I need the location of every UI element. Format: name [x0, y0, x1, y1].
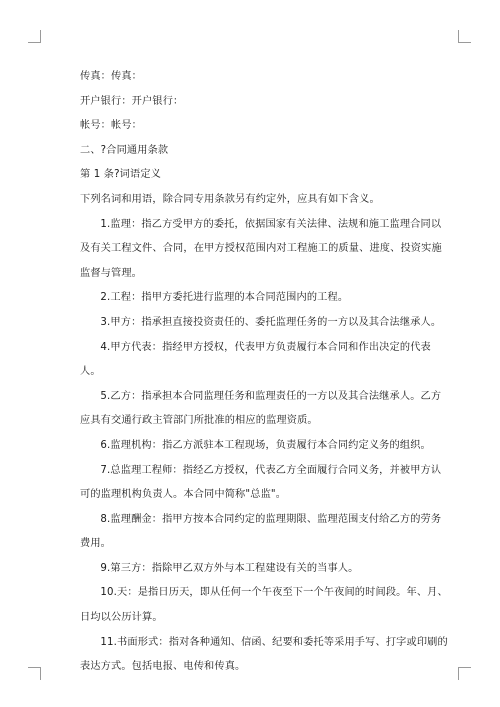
crop-mark-top-right [458, 30, 471, 43]
definition-paragraph: 7.总监理工程师：指经乙方授权，代表乙方全面履行合同义务，并被甲方认可的监理机构负责人。本合同中简称"总监"。 [80, 464, 442, 501]
crop-mark-top-left [28, 30, 41, 43]
definition-paragraph: 10.天：是指日历天，即从任何一个午夜至下一个午夜间的时间段。年、月、日均以公历计算。 [80, 587, 448, 624]
bank-field: 开户银行：开户银行： [80, 95, 184, 107]
section-title: 二、?合同通用条款 [80, 144, 169, 156]
account-field: 帐号：帐号： [80, 120, 143, 132]
document-body [80, 65, 448, 680]
definition-paragraph: 5.乙方：指承担本合同监理任务和监理责任的一方以及其合法继承人。乙方应具有交通行政主管部门所批准的相应的监理资质。 [80, 390, 442, 427]
definition-paragraph: 1.监理：指乙方受甲方的委托，依据国家有关法律、法规和施工监理合同以及有关工程文件、合同，在甲方授权范围内对工程施工的质量、进度、投资实施监督与管理。 [80, 218, 442, 279]
definition-paragraph: 11.书面形式：指对各种通知、信函、纪要和委托等采用手写、打字或印刷的表达方式。包括电报、电传和传真。 [80, 636, 448, 673]
fax-field: 传真：传真： [80, 71, 143, 82]
definition-paragraph: 3.甲方：指承担直接投资责任的、委托监理任务的一方以及其合法继承人。 [100, 316, 442, 328]
intro-paragraph: 下列名词和用语，除合同专用条款另有约定外，应具有如下含义。 [80, 193, 380, 205]
definition-paragraph: 9.第三方：指除甲乙双方外与本工程建设有关的当事人。 [100, 562, 359, 574]
crop-mark-bottom-left [28, 667, 41, 680]
definition-paragraph: 2.工程：指甲方委托进行监理的本合同范围内的工程。 [100, 292, 349, 304]
definition-paragraph: 8.监理酬金：指甲方按本合同约定的监理期限、监理范围支付给乙方的劳务费用。 [80, 513, 442, 550]
article-title: 第 1 条?词语定义 [80, 169, 161, 181]
definition-paragraph: 4.甲方代表：指经甲方授权，代表甲方负责履行本合同和作出决定的代表人。 [80, 341, 431, 378]
definition-paragraph: 6.监理机构：指乙方派驻本工程现场，负责履行本合同约定义务的组织。 [100, 439, 431, 451]
crop-mark-bottom-right [458, 667, 471, 680]
